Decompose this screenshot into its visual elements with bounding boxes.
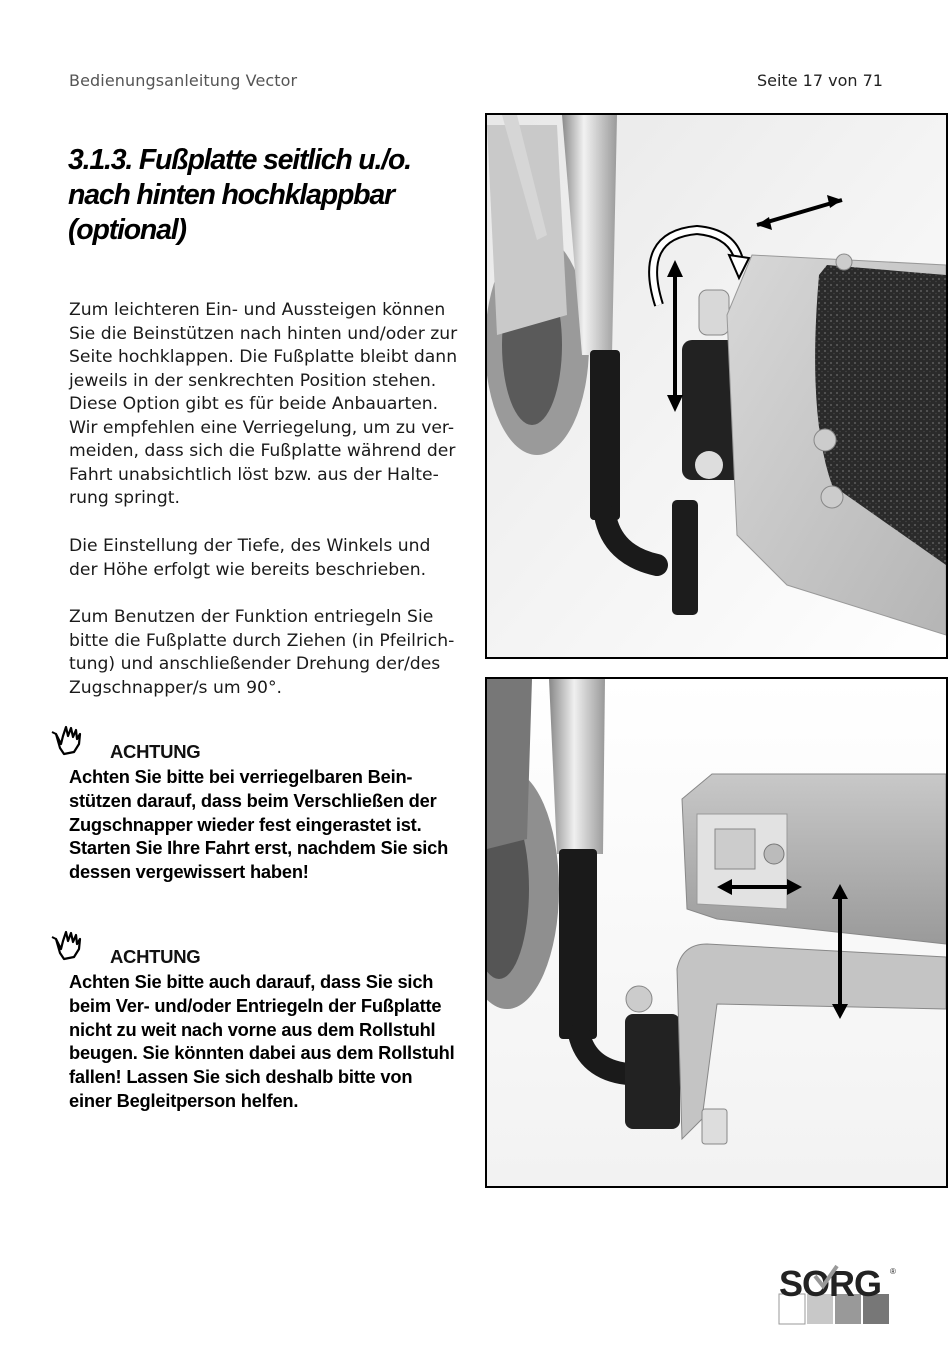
warning-text xyxy=(69,765,484,884)
text-line: fallen! Lassen Sie sich deshalb bitte von xyxy=(69,1066,413,1088)
text-line: Diese Option gibt es für beide Anbauarten. xyxy=(69,394,439,414)
text-line: nicht zu weit nach vorne aus dem Rollstuhl xyxy=(69,1018,436,1040)
section-title-line: (optional) xyxy=(68,214,186,246)
text-line: meiden, dass sich die Fußplatte während der xyxy=(69,441,456,461)
photo-footplate-side xyxy=(485,677,948,1188)
photo-footplate-fold xyxy=(485,113,948,659)
logo-text: SORG xyxy=(779,1263,882,1304)
text-line: Achten Sie bitte bei verriegelbaren Bein- xyxy=(69,766,413,787)
section-title-line: 3.1.3. Fußplatte seitlich u./o. xyxy=(68,144,411,176)
warning-heading: ACHTUNG xyxy=(110,741,201,762)
text-line: rung springt. xyxy=(69,488,180,508)
paragraph-settings xyxy=(69,535,479,582)
section-title-line: nach hinten hochklappbar xyxy=(68,179,394,211)
warning-text xyxy=(69,970,484,1113)
text-line: einer Begleitperson helfen. xyxy=(69,1089,299,1111)
text-line: bitte die Fußplatte durch Ziehen (in Pfeilrich- xyxy=(69,630,455,651)
text-line: tung) und anschließender Drehung der/des xyxy=(69,654,441,674)
text-line: Starten Sie Ihre Fahrt erst, nachdem Sie sich xyxy=(69,837,449,859)
text-line: Seite hochklappen. Die Fußplatte bleibt dann xyxy=(69,347,458,367)
page-number: Seite 17 von 71 xyxy=(757,71,883,90)
text-line: dessen vergewissert haben! xyxy=(69,861,309,883)
section-title xyxy=(68,143,488,248)
hand-warning-icon xyxy=(50,724,86,758)
paragraph-intro xyxy=(69,299,479,511)
text-line: Zugschnapper wieder fest eingerastet ist. xyxy=(69,813,422,835)
hand-warning-icon xyxy=(50,929,86,963)
registered-mark: ® xyxy=(890,1267,896,1276)
warning-heading: ACHTUNG xyxy=(110,946,201,967)
text-line: beim Ver- und/oder Entriegeln der Fußplatte xyxy=(69,994,442,1016)
text-line: der Höhe erfolgt wie bereits beschrieben. xyxy=(69,559,427,580)
text-line: Zugschnapper/s um 90°. xyxy=(69,677,282,698)
text-line: Zum leichteren Ein- und Aussteigen können xyxy=(69,300,446,320)
paragraph-usage xyxy=(69,606,479,700)
document-header-title: Bedienungsanleitung Vector xyxy=(69,71,298,90)
text-line: Die Einstellung der Tiefe, des Winkels und xyxy=(69,536,431,556)
text-line: Achten Sie bitte auch darauf, dass Sie sich xyxy=(69,971,434,992)
text-line: beugen. Sie könnten dabei aus dem Rollstuhl xyxy=(69,1042,455,1064)
sorg-logo xyxy=(777,1262,899,1326)
text-line: Sie die Beinstützen nach hinten und/oder zur xyxy=(69,323,458,344)
text-line: Wir empfehlen eine Verriegelung, um zu ver- xyxy=(69,417,455,438)
text-line: jeweils in der senkrechten Position stehen. xyxy=(69,370,437,391)
text-line: Fahrt unabsichtlich löst bzw. aus der Halte- xyxy=(69,464,439,485)
text-line: stützen darauf, dass beim Verschließen der xyxy=(69,789,437,811)
text-line: Zum Benutzen der Funktion entriegeln Sie xyxy=(69,607,434,627)
